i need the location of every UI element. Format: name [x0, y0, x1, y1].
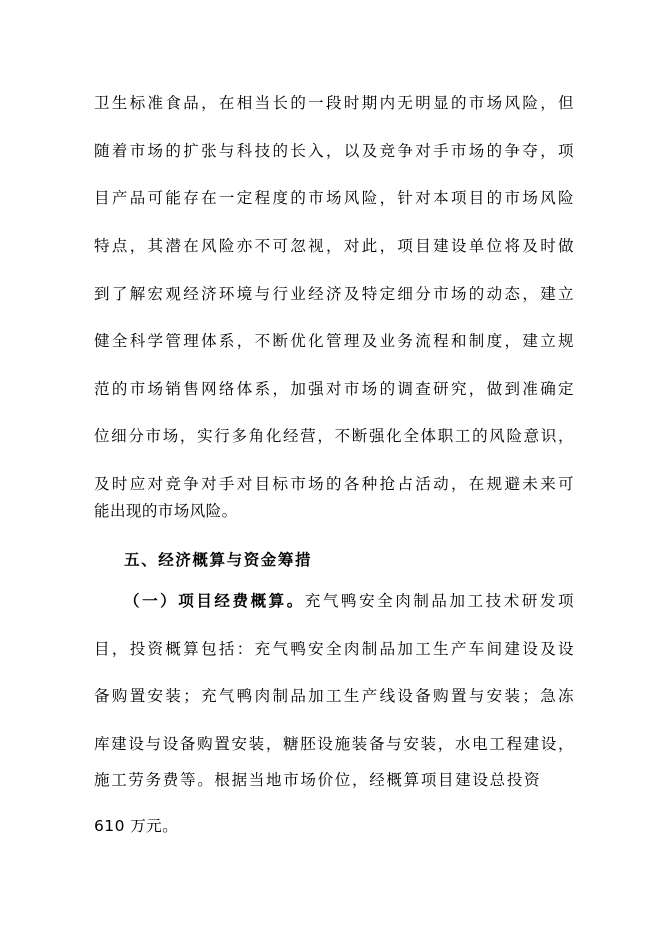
paragraph-line-last: 能出现的市场风险。	[94, 502, 238, 520]
paragraph-line-last: 610 万元。	[94, 817, 179, 835]
paragraph-line: 位细分市场，实行多角化经营，不断强化全体职工的风险意识，	[94, 427, 574, 445]
subsection-first-line-text: 充气鸭安全肉制品加工技术研发项	[304, 592, 574, 610]
paragraph-line: 到了解宏观经济环境与行业经济及特定细分市场的动态，建立	[94, 285, 574, 303]
paragraph-line: 健全科学管理体系，不断优化管理及业务流程和制度，建立规	[94, 332, 574, 350]
paragraph-line: 及时应对竞争对手对目标市场的各种抢占活动，在规避未来可	[94, 475, 574, 493]
paragraph-line: 随着市场的扩张与科技的长入，以及竞争对手市场的争夺，项	[94, 142, 574, 160]
paragraph-line: 库建设与设备购置安装，糖胚设施装备与安装，水电工程建设，	[94, 735, 574, 753]
paragraph-line: 卫生标准食品，在相当长的一段时期内无明显的市场风险，但	[94, 94, 574, 112]
paragraph-line: 备购置安装；充气鸭肉制品加工生产线设备购置与安装；急冻	[94, 687, 574, 705]
paragraph-line: 施工劳务费等。根据当地市场价位，经概算项目建设总投资	[94, 771, 540, 789]
paragraph-line: 范的市场销售网络体系，加强对市场的调查研究，做到准确定	[94, 380, 574, 398]
paragraph-line: 目，投资概算包括：充气鸭安全肉制品加工生产车间建设及设	[94, 640, 574, 658]
paragraph-line: 特点，其潜在风险亦不可忽视，对此，项目建设单位将及时做	[94, 237, 574, 255]
subsection-title: （一）项目经费概算。	[124, 592, 305, 610]
subsection-first-line	[124, 591, 574, 611]
section-heading: 五、经济概算与资金筹措	[124, 551, 313, 569]
paragraph-line: 目产品可能存在一定程度的市场风险，针对本项目的市场风险	[94, 189, 574, 207]
